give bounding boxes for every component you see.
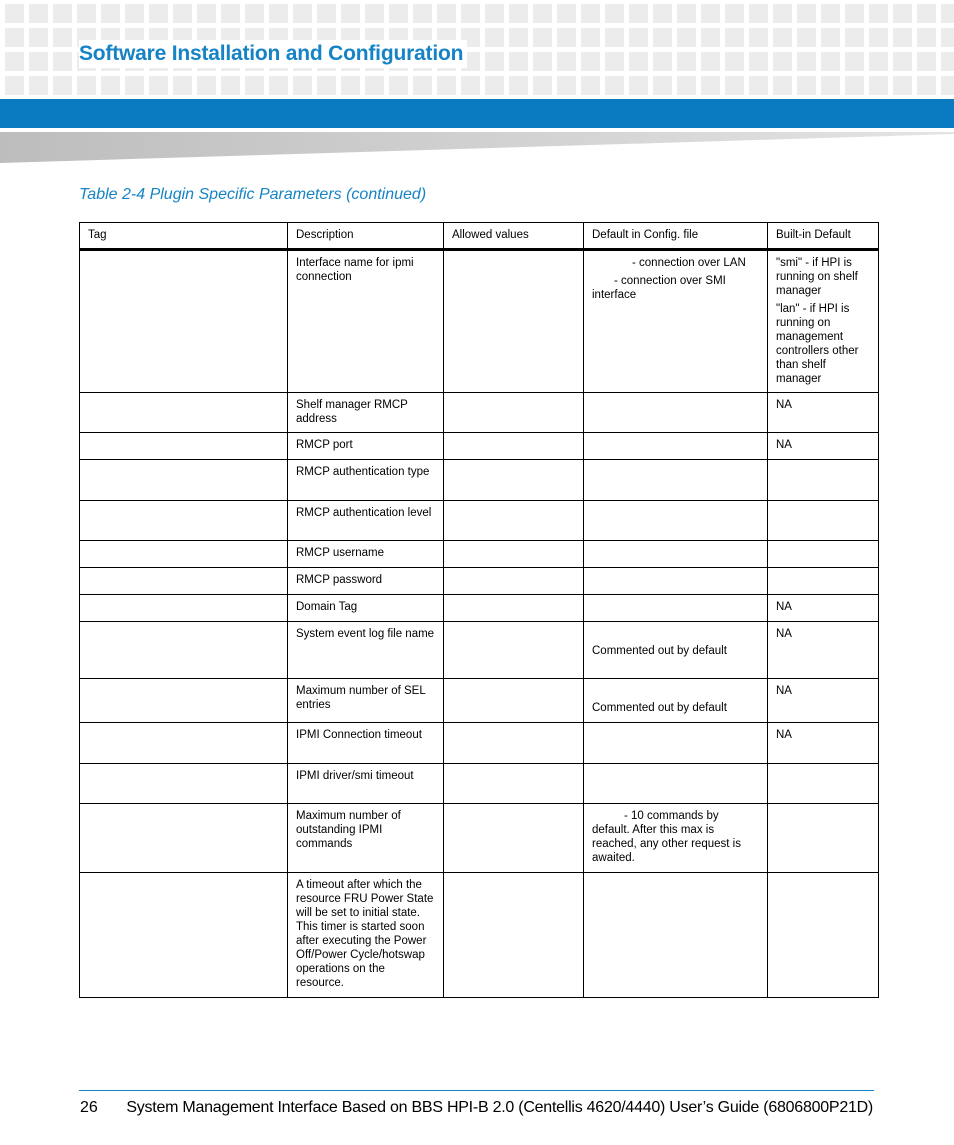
default-config-cell — [584, 873, 768, 998]
allowed-values-cell — [444, 433, 584, 460]
default-config-cell — [584, 764, 768, 804]
builtin-default-cell: NA — [768, 679, 879, 723]
description-cell: Interface name for ipmi connection — [288, 250, 444, 393]
table-row — [80, 723, 879, 764]
page-number: 26 — [80, 1099, 98, 1116]
default-config-cell — [584, 723, 768, 764]
default-config-cell — [584, 568, 768, 595]
table-row — [80, 541, 879, 568]
description-cell: A timeout after which the resource FRU Power State will be set to initial state. This timer is started soon after executing the Power Off/Power Cycle/hotswap operations on the resource. — [288, 873, 444, 998]
default-config-cell — [584, 622, 768, 679]
description-cell: RMCP port — [288, 433, 444, 460]
allowed-values-cell — [444, 595, 584, 622]
tag-cell — [80, 679, 288, 723]
allowed-values-cell — [444, 622, 584, 679]
default-config-cell — [584, 595, 768, 622]
table-row — [80, 764, 879, 804]
table-row — [80, 460, 879, 501]
builtin-default-cell — [768, 250, 879, 393]
description-cell: RMCP username — [288, 541, 444, 568]
tag-cell — [80, 804, 288, 873]
builtin-default-cell: NA — [768, 723, 879, 764]
tag-cell — [80, 393, 288, 433]
tag-cell — [80, 622, 288, 679]
table-row — [80, 804, 879, 873]
default-config-line: - connection over SMI interface — [592, 275, 726, 301]
default-config-cell — [584, 501, 768, 541]
table-row — [80, 501, 879, 541]
table-header-row — [80, 223, 879, 250]
allowed-values-cell — [444, 764, 584, 804]
default-config-cell — [584, 460, 768, 501]
builtin-default-cell — [768, 873, 879, 998]
tag-cell — [80, 460, 288, 501]
tag-cell — [80, 723, 288, 764]
table-row — [80, 595, 879, 622]
builtin-default-line: "smi" - if HPI is running on shelf manager — [776, 257, 858, 297]
builtin-default-cell — [768, 764, 879, 804]
default-config-cell — [584, 250, 768, 393]
builtin-default-cell: NA — [768, 433, 879, 460]
table-row — [80, 679, 879, 723]
description-cell: Domain Tag — [288, 595, 444, 622]
default-config-cell — [584, 541, 768, 568]
header-blue-bar — [0, 99, 954, 128]
builtin-default-cell — [768, 804, 879, 873]
chapter-title: Software Installation and Configuration — [79, 40, 467, 68]
description-cell: Maximum number of SEL entries — [288, 679, 444, 723]
tag-cell — [80, 764, 288, 804]
description-cell: RMCP password — [288, 568, 444, 595]
footer-rule — [79, 1090, 874, 1091]
default-config-cell — [584, 433, 768, 460]
footer-document-title: System Management Interface Based on BBS HPI-B 2.0 (Centellis 4620/4440) User’s Guide (6806800P21D) — [126, 1099, 873, 1116]
allowed-values-cell — [444, 568, 584, 595]
description-cell: IPMI driver/smi timeout — [288, 764, 444, 804]
column-header-tag: Tag — [80, 223, 288, 250]
description-cell: System event log file name — [288, 622, 444, 679]
table-row — [80, 622, 879, 679]
column-header-allowed-values: Allowed values — [444, 223, 584, 250]
allowed-values-cell — [444, 804, 584, 873]
default-config-line: - connection over LAN — [632, 257, 746, 269]
tag-cell — [80, 501, 288, 541]
table-row — [80, 250, 879, 393]
column-header-description: Description — [288, 223, 444, 250]
builtin-default-line: "lan" - if HPI is running on management controllers other than shelf manager — [776, 303, 859, 385]
tag-cell — [80, 873, 288, 998]
header-gray-wedge — [0, 132, 954, 163]
description-cell: RMCP authentication level — [288, 501, 444, 541]
description-cell: IPMI Connection timeout — [288, 723, 444, 764]
builtin-default-cell — [768, 501, 879, 541]
tag-cell — [80, 568, 288, 595]
description-cell: RMCP authentication type — [288, 460, 444, 501]
tag-cell — [80, 595, 288, 622]
column-header-default-config: Default in Config. file — [584, 223, 768, 250]
default-config-cell — [584, 804, 768, 873]
builtin-default-cell — [768, 568, 879, 595]
default-config-cell — [584, 679, 768, 723]
allowed-values-cell — [444, 873, 584, 998]
builtin-default-cell: NA — [768, 622, 879, 679]
allowed-values-cell — [444, 501, 584, 541]
default-config-note: - 10 commands by default. After this max is reached, any other request is awaited. — [592, 810, 741, 864]
column-header-builtin-default: Built-in Default — [768, 223, 879, 250]
plugin-parameters-table — [79, 222, 879, 998]
allowed-values-cell — [444, 541, 584, 568]
default-config-cell — [584, 393, 768, 433]
builtin-default-cell — [768, 460, 879, 501]
description-cell: Maximum number of outstanding IPMI commands — [288, 804, 444, 873]
default-config-note: Commented out by default — [592, 645, 727, 657]
table-row — [80, 393, 879, 433]
default-config-note: Commented out by default — [592, 702, 727, 714]
table-row — [80, 568, 879, 595]
tag-cell — [80, 433, 288, 460]
table-row — [80, 873, 879, 998]
tag-cell — [80, 541, 288, 568]
tag-cell — [80, 250, 288, 393]
allowed-values-cell — [444, 250, 584, 393]
description-cell: Shelf manager RMCP address — [288, 393, 444, 433]
allowed-values-cell — [444, 393, 584, 433]
allowed-values-cell — [444, 723, 584, 764]
table-row — [80, 433, 879, 460]
builtin-default-cell — [768, 541, 879, 568]
allowed-values-cell — [444, 679, 584, 723]
allowed-values-cell — [444, 460, 584, 501]
builtin-default-cell: NA — [768, 393, 879, 433]
table-caption: Table 2-4 Plugin Specific Parameters (continued) — [79, 186, 427, 203]
builtin-default-cell: NA — [768, 595, 879, 622]
